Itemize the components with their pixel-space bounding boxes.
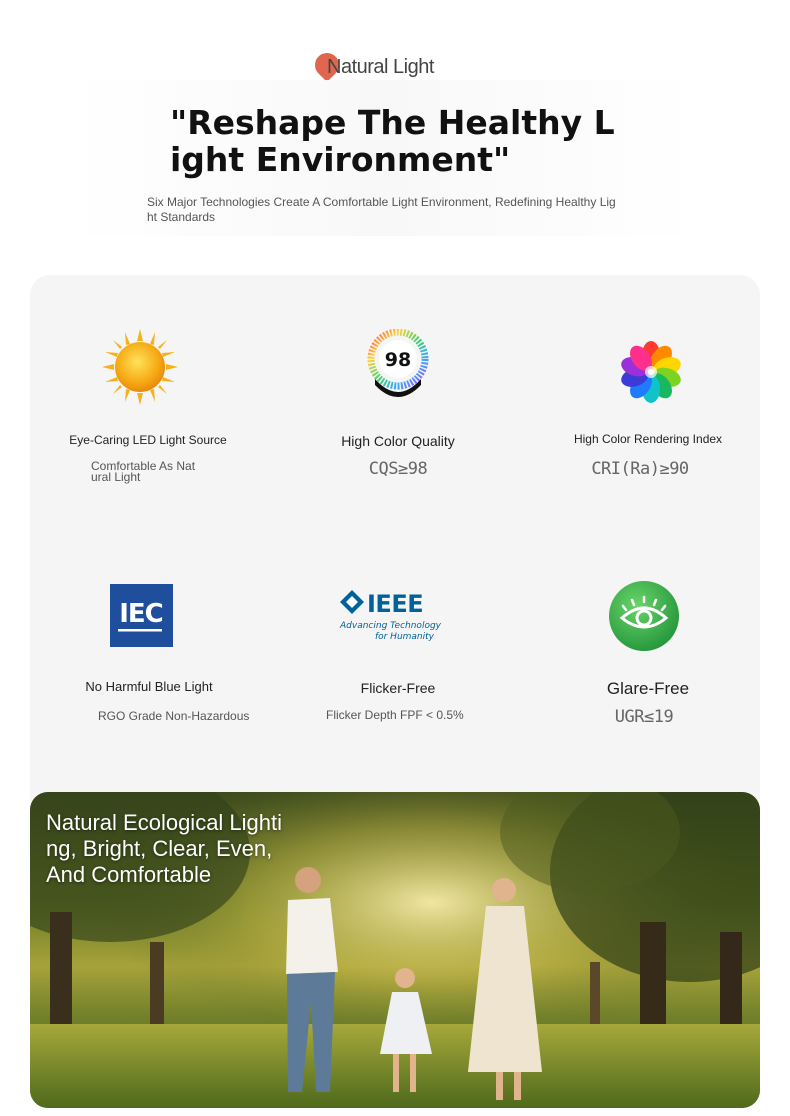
- feature-spec: CQS≥98: [368, 459, 428, 479]
- feature-title: High Color Quality: [341, 433, 455, 449]
- svg-text:Advancing Technology: Advancing Technology: [340, 621, 441, 631]
- feature-title: High Color Rendering Index: [573, 432, 723, 446]
- feature-spec: UGR≤19: [614, 707, 674, 727]
- cqs-98-badge-icon: [366, 329, 430, 405]
- feature-eye-caring: [30, 325, 270, 555]
- feature-flicker-free: [278, 575, 518, 805]
- sun-icon: [102, 329, 178, 405]
- svg-text:for Humanity: for Humanity: [374, 632, 434, 642]
- feature-title: Glare-Free: [606, 679, 690, 698]
- page-headline: "Reshape The Healthy Light Environment": [170, 103, 615, 179]
- brand-logo: [313, 50, 463, 84]
- feature-description: RGO Grade Non-Hazardous: [98, 709, 250, 723]
- feature-description: Flicker Depth FPF < 0.5%: [326, 708, 464, 722]
- feature-spec: CRI(Ra)≥90: [591, 459, 689, 479]
- iec-logo-text: IEC: [119, 599, 163, 629]
- feature-no-blue-light: [30, 575, 270, 805]
- badge-number: 98: [384, 349, 412, 371]
- feature-title: Eye-Caring LED Light Source: [69, 433, 227, 447]
- eye-icon: [608, 580, 680, 652]
- features-card: [30, 275, 760, 815]
- feature-high-color-quality: [278, 325, 518, 555]
- family-park-photo: [30, 792, 760, 1108]
- page-subheadline: Six Major Technologies Create A Comfortable Light Environment, Redefining Healthy Light Standards: [147, 195, 616, 224]
- feature-title: No Harmful Blue Light: [85, 679, 213, 694]
- brand-label: Natural Light: [327, 56, 434, 78]
- feature-title: Flicker-Free: [360, 680, 436, 696]
- feature-high-cri: [520, 325, 760, 555]
- iec-logo: [110, 584, 173, 647]
- ieee-logo: [338, 585, 448, 645]
- photo-caption: Natural Ecological Lighting, Bright, Clear, Even, And Comfortable: [46, 810, 283, 887]
- feature-description: Comfortable As Natural Light: [91, 459, 196, 484]
- ieee-logo-text: IEEE: [367, 590, 424, 618]
- color-wheel-icon: [618, 339, 684, 405]
- feature-glare-free: [520, 575, 760, 805]
